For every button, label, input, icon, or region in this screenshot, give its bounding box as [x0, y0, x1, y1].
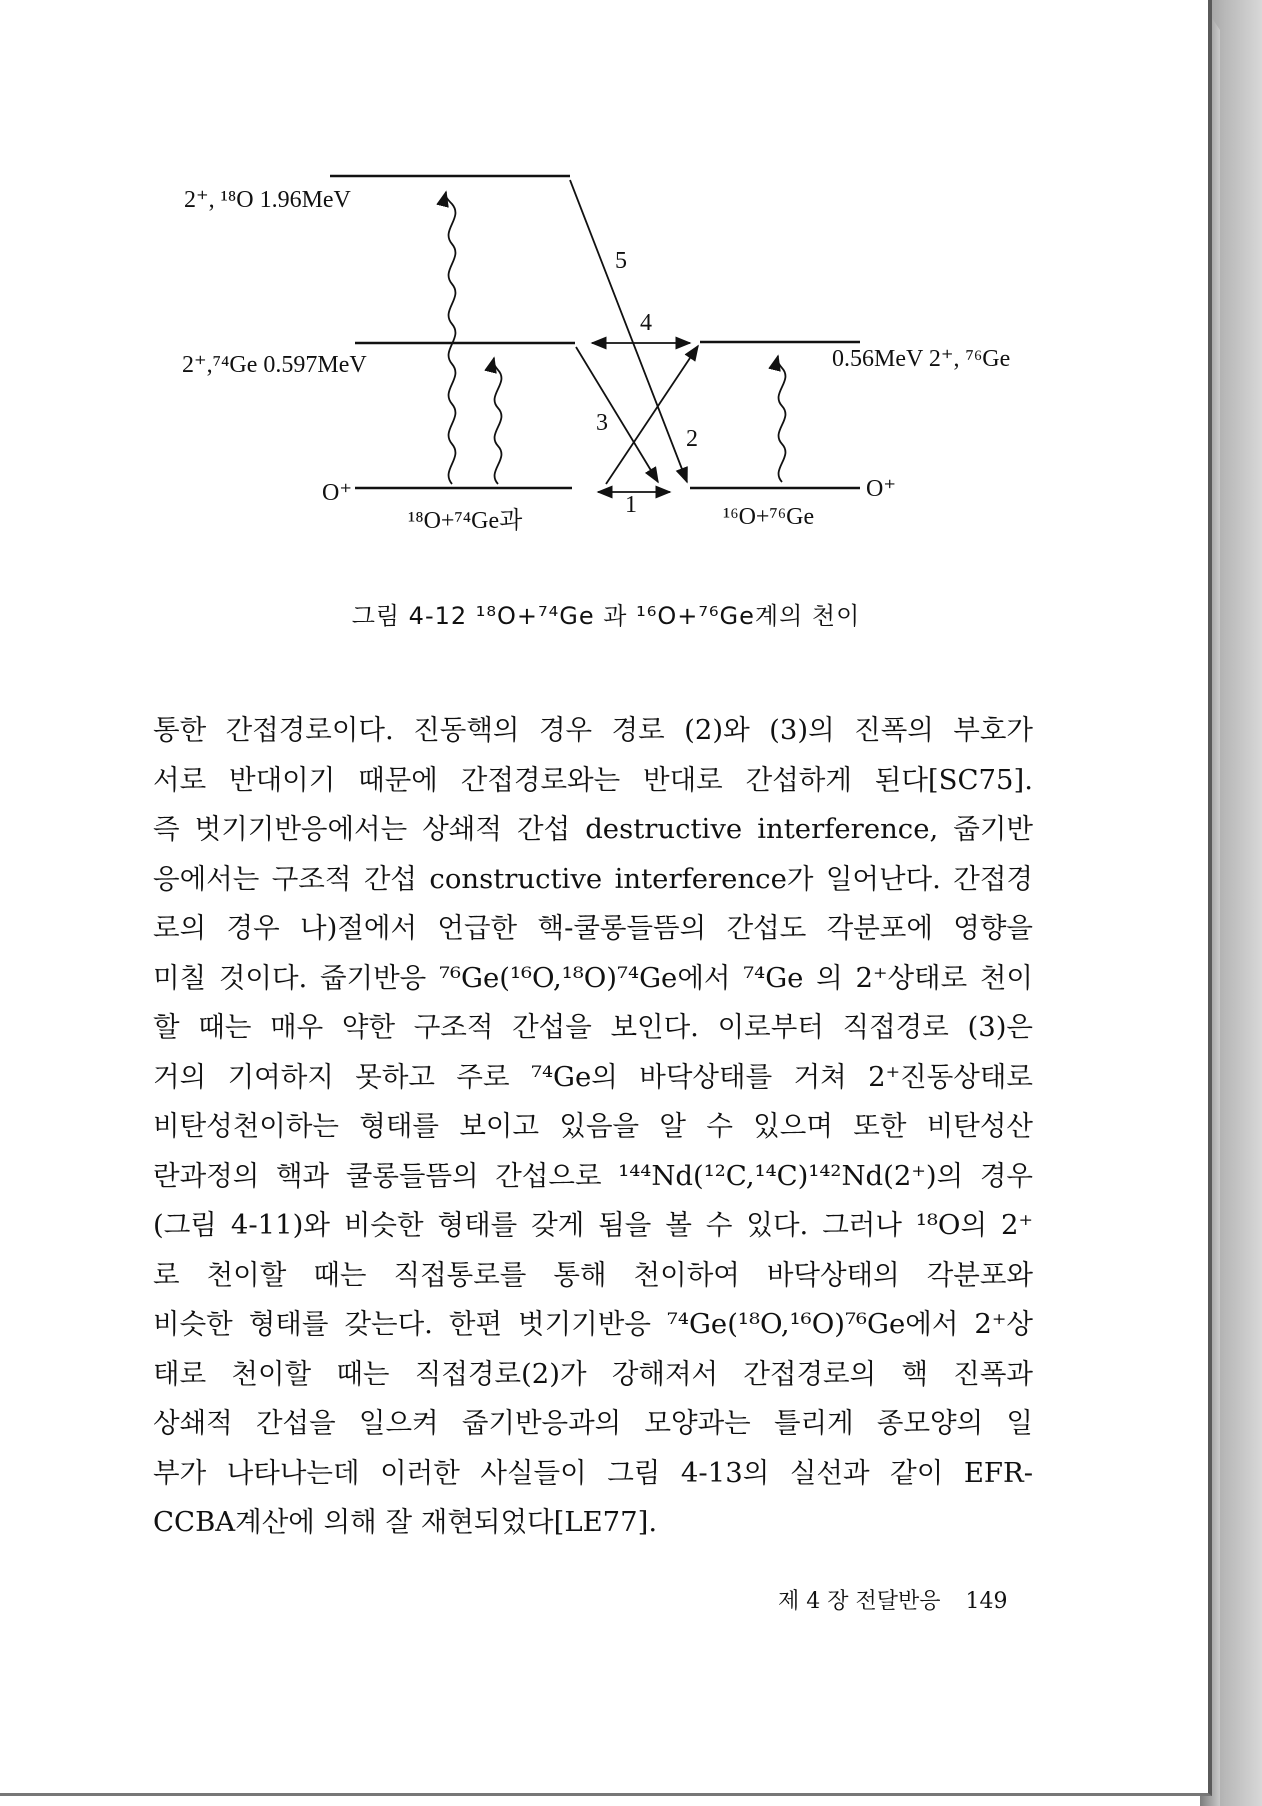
- label-right-system: ¹⁶O+⁷⁶Ge: [723, 504, 815, 530]
- text-line: 거의 기여하지 못하고 주로 ⁷⁴Ge의 바닥상태를 거쳐 2⁺진동상태로: [153, 1060, 1033, 1093]
- text-line: 비슷한 형태를 갖는다. 한편 벗기기반응 ⁷⁴Ge(¹⁸O,¹⁶O)⁷⁶Ge에서 2⁺상: [153, 1308, 1033, 1340]
- text-line: 즉 벗기기반응에서는 상쇄적 간섭 destructive interference, 줍기반: [153, 813, 1033, 845]
- text-line: 태로 천이할 때는 직접경로(2)가 강해져서 간접경로의 핵 진폭과: [153, 1357, 1033, 1390]
- text-line: 미칠 것이다. 줍기반응 ⁷⁶Ge(¹⁶O,¹⁸O)⁷⁴Ge에서 ⁷⁴Ge 의 2⁺상태로 천이: [153, 961, 1033, 994]
- wavy-arrow-18O: [446, 192, 456, 484]
- path-3-arrow: [576, 347, 658, 482]
- path-label-4: 4: [640, 310, 652, 336]
- path-label-5: 5: [615, 248, 627, 274]
- page-footer: [778, 1584, 1026, 1615]
- label-76Ge-2plus: 0.56MeV 2⁺, ⁷⁶Ge: [832, 346, 1011, 372]
- figure-caption: 그림 4-12 ¹⁸O+⁷⁴Ge 과 ¹⁶O+⁷⁶Ge계의 천이: [351, 602, 861, 630]
- page-number: 149: [965, 1589, 1008, 1614]
- body-paragraph: [153, 706, 1033, 1548]
- text-line: 로 천이할 때는 직접통로를 통해 천이하여 바닥상태의 각분포와: [153, 1258, 1033, 1291]
- label-right-ground: O⁺: [866, 476, 896, 502]
- text-line: 통한 간접경로이다. 진동핵의 경우 경로 (2)와 (3)의 진폭의 부호가: [153, 714, 1033, 746]
- energy-level-diagram: [0, 0, 1212, 560]
- wavy-arrow-74Ge: [493, 358, 501, 484]
- text-line: (그림 4-11)와 비슷한 형태를 갖게 됨을 볼 수 있다. 그러나 ¹⁸O의 2⁺: [153, 1209, 1033, 1241]
- text-line: 비탄성천이하는 형태를 보이고 있음을 알 수 있으며 또한 비탄성산: [153, 1110, 1033, 1142]
- path-2-arrow: [570, 180, 687, 482]
- text-line: 응에서는 구조적 간섭 constructive interference가 일어난다. 간접경: [153, 862, 1033, 895]
- path-label-1: 1: [625, 492, 637, 518]
- label-18O-2plus: 2⁺, ¹⁸O 1.96MeV: [184, 187, 351, 213]
- text-line: 서로 반대이기 때문에 간접경로와는 반대로 간섭하게 된다[SC75].: [153, 763, 1033, 796]
- text-line: CCBA계산에 의해 잘 재현되었다[LE77].: [153, 1506, 658, 1538]
- path-3b-arrow: [606, 346, 698, 484]
- path-label-2: 2: [686, 426, 698, 452]
- label-74Ge-2plus: 2⁺,⁷⁴Ge 0.597MeV: [182, 352, 367, 378]
- wavy-arrow-76Ge: [777, 356, 785, 482]
- text-line: 부가 나타나는데 이러한 사실들이 그림 4-13의 실선과 같이 EFR-: [153, 1456, 1033, 1489]
- path-label-3: 3: [596, 410, 608, 436]
- label-left-system: ¹⁸O+⁷⁴Ge과: [408, 508, 523, 534]
- text-line: 할 때는 매우 약한 구조적 간섭을 보인다. 이로부터 직접경로 (3)은: [153, 1011, 1033, 1043]
- text-line: 상쇄적 간섭을 일으켜 줍기반응과의 모양과는 틀리게 종모양의 일: [153, 1407, 1033, 1439]
- text-line: 란과정의 핵과 쿨롱들뜸의 간섭으로 ¹⁴⁴Nd(¹²C,¹⁴C)¹⁴²Nd(2⁺)의 경우: [153, 1159, 1033, 1192]
- chapter-title: 제 4 장 전달반응: [778, 1589, 941, 1614]
- text-line: 로의 경우 나)절에서 언급한 핵-쿨롱들뜸의 간섭도 각분포에 영향을: [153, 912, 1033, 944]
- label-left-ground: O⁺: [322, 480, 352, 506]
